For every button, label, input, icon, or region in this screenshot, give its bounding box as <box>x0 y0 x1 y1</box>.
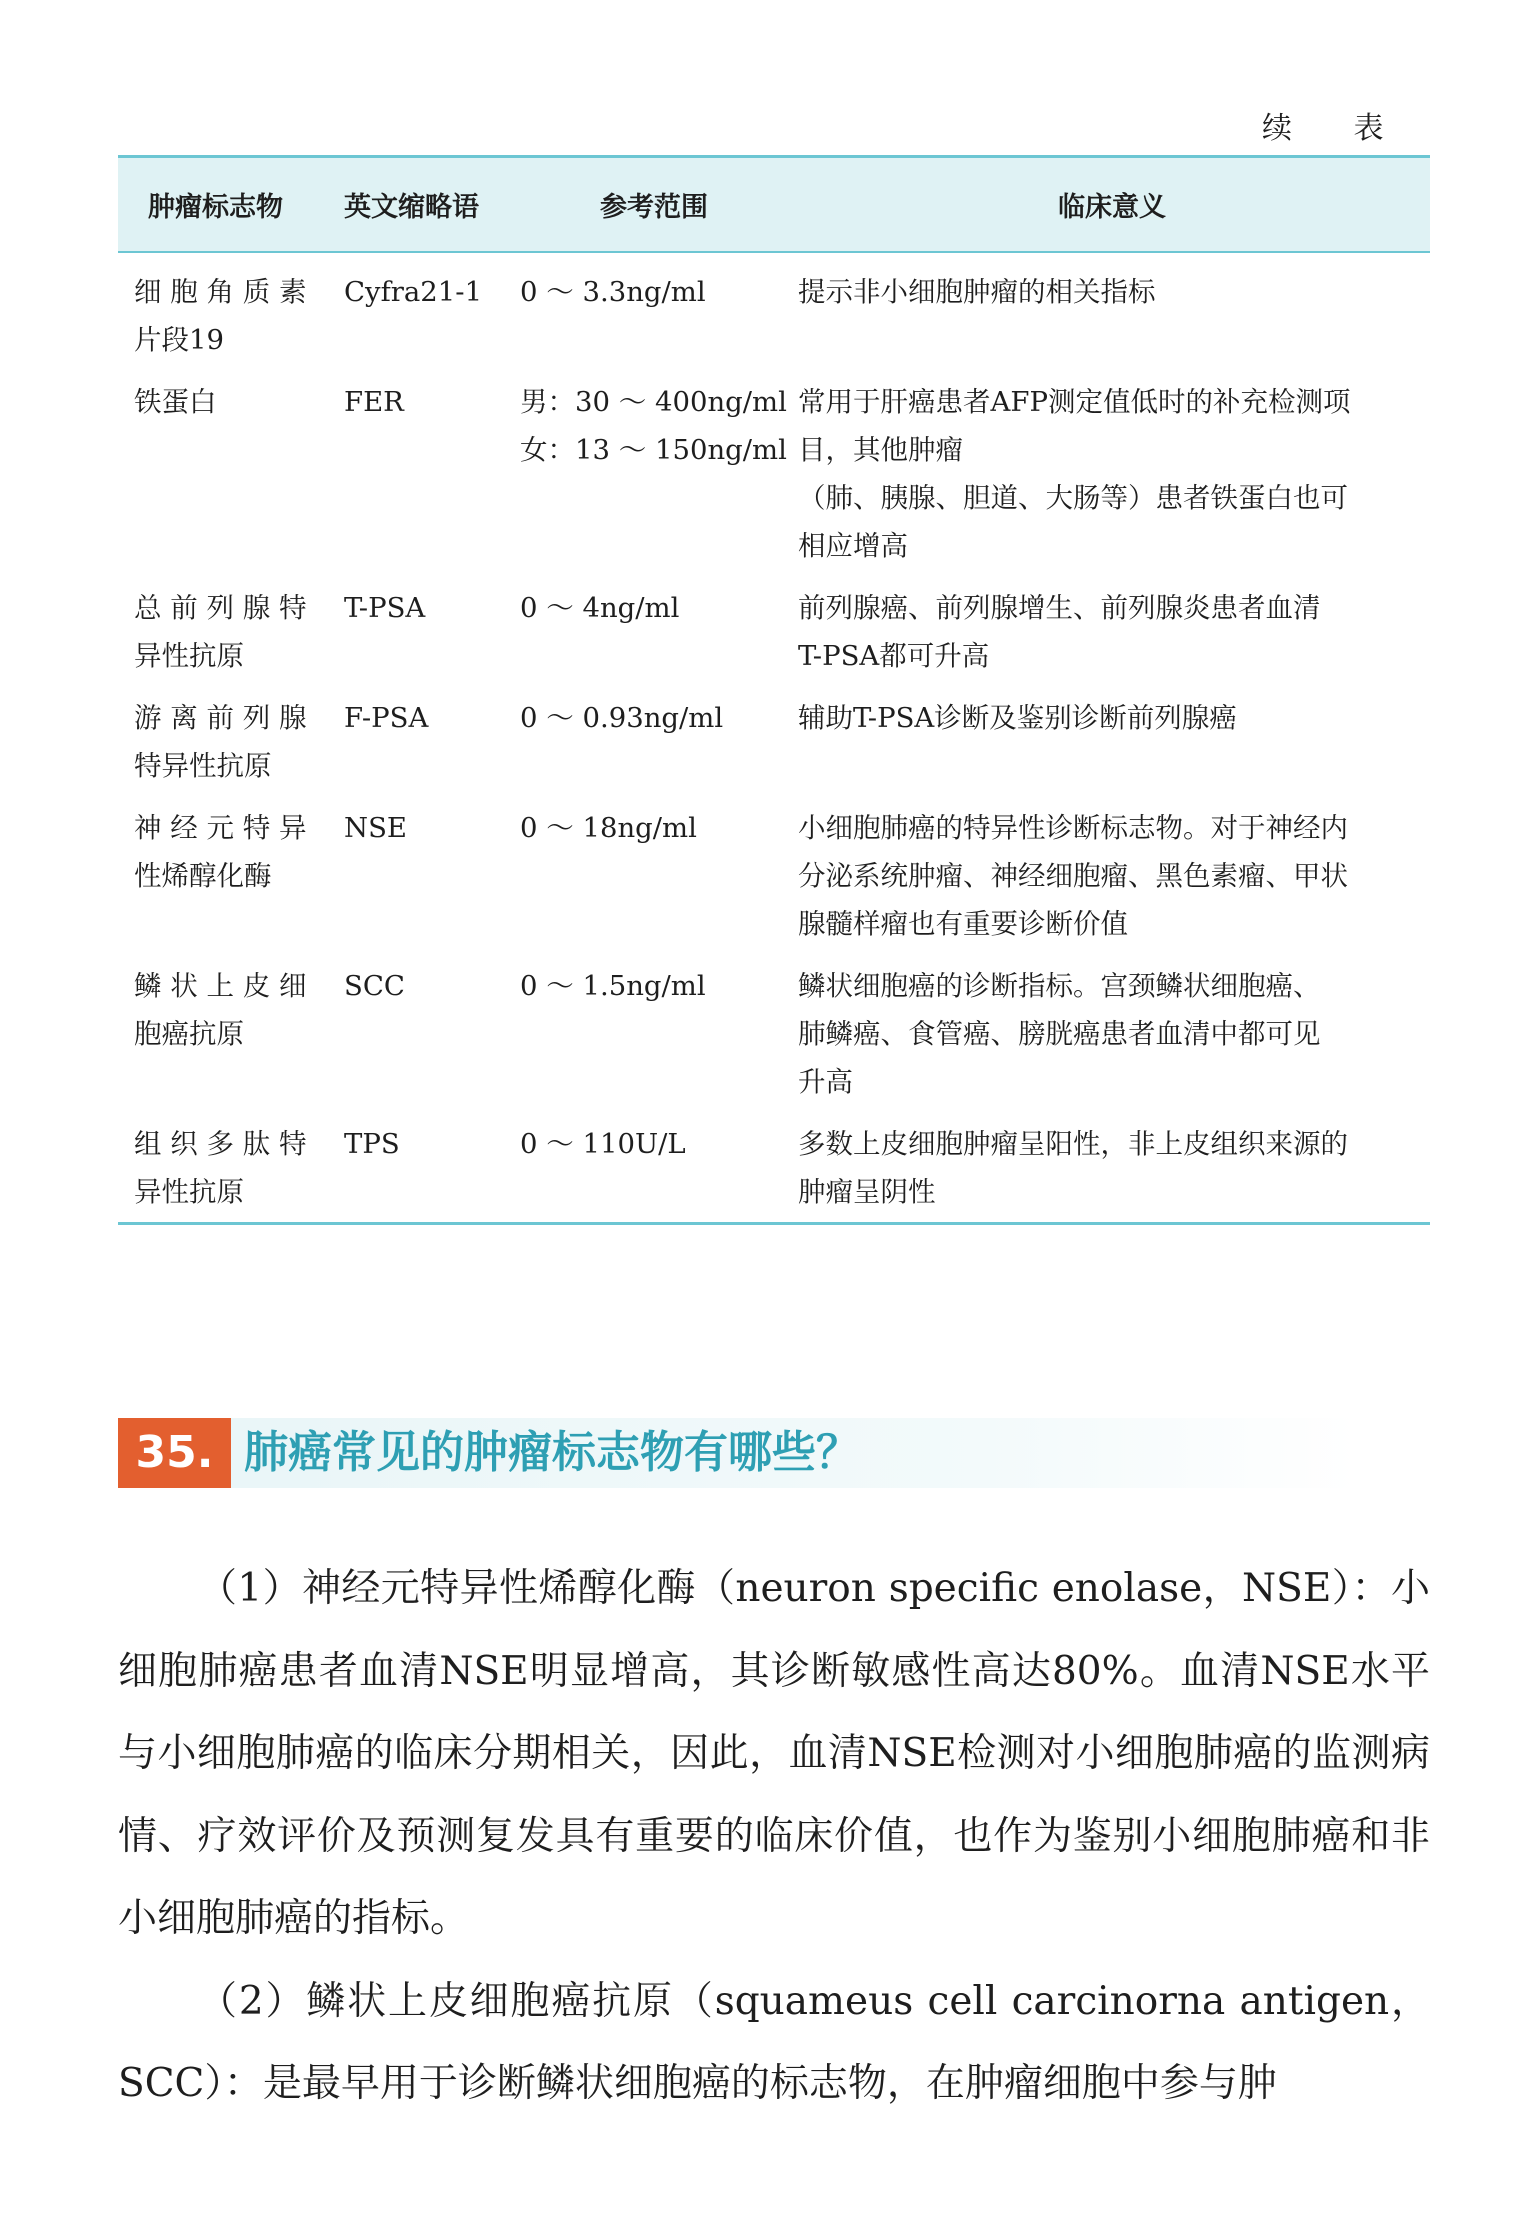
cell-abbreviation: TPS <box>344 1128 400 1160</box>
cell-abbreviation: Cyfra21-1 <box>344 276 483 308</box>
cell-line: 0 ～ 18ng/ml <box>520 812 697 844</box>
cell-reference-range <box>514 694 794 804</box>
cell-line: 胞癌抗原 <box>134 1018 244 1050</box>
cell-line: （肺、胰腺、胆道、大肠等）患者铁蛋白也可 <box>798 482 1348 514</box>
cell-marker <box>118 962 336 1120</box>
cell-abbreviation: SCC <box>344 970 405 1002</box>
section-number: 35. <box>118 1418 231 1488</box>
cell-line: 鳞 状 上 皮 细 <box>134 970 307 1002</box>
table-header-row <box>118 157 1430 253</box>
header-reference-range: 参考范围 <box>514 157 794 253</box>
table-row <box>118 804 1430 962</box>
cell-line: 相应增高 <box>798 530 908 562</box>
cell-abbreviation: NSE <box>344 812 407 844</box>
paragraph: （1）神经元特异性烯醇化酶（neuron specific enolase，NSE）：小细胞肺癌患者血清NSE明显增高，其诊断敏感性高达80%。血清NSE水平与小细胞肺癌的临床分期相关，因此，血清NSE检测对小细胞肺癌的监测病情、疗效评价及预测复发具有重要的临床价值，也作为鉴别小细胞肺癌和非小细胞肺癌的指标。 <box>118 1566 1430 1941</box>
cell-abbreviation: FER <box>344 386 404 418</box>
cell-clinical-significance <box>794 584 1430 694</box>
cell-line: 0 ～ 1.5ng/ml <box>520 970 706 1002</box>
cell-marker <box>118 252 336 378</box>
cell-line: 辅助T-PSA诊断及鉴别诊断前列腺癌 <box>798 702 1237 734</box>
cell-clinical-significance <box>794 1120 1430 1224</box>
cell-line: 游 离 前 列 腺 <box>134 702 307 734</box>
cell-line: 0 ～ 3.3ng/ml <box>520 276 706 308</box>
cell-marker <box>118 804 336 962</box>
cell-line: 升高 <box>798 1066 853 1098</box>
cell-line: 神 经 元 特 异 <box>134 812 307 844</box>
cell-reference-range <box>514 804 794 962</box>
cell-line: 特异性抗原 <box>134 750 272 782</box>
cell-abbreviation: T-PSA <box>344 592 426 624</box>
table-row <box>118 1120 1430 1224</box>
cell-line: 性烯醇化酶 <box>134 860 272 892</box>
cell-line: 提示非小细胞肿瘤的相关指标 <box>798 276 1156 308</box>
cell-line: 男：30 ～ 400ng/ml <box>520 386 787 418</box>
cell-line: 女：13 ～ 150ng/ml <box>520 434 787 466</box>
table <box>118 155 1430 1225</box>
header-marker: 肿瘤标志物 <box>118 157 336 253</box>
body-text <box>118 1548 1430 2126</box>
cell-reference-range <box>514 252 794 378</box>
cell-line: 目，其他肿瘤 <box>798 434 963 466</box>
tumor-marker-table <box>118 155 1430 1225</box>
cell-line: 铁蛋白 <box>134 386 217 418</box>
cell-abbreviation: F-PSA <box>344 702 429 734</box>
cell-clinical-significance <box>794 378 1430 584</box>
cell-line: 组 织 多 肽 特 <box>134 1128 307 1160</box>
section-title: 肺癌常见的肿瘤标志物有哪些？ <box>244 1427 860 1478</box>
table-row <box>118 252 1430 378</box>
cell-line: 前列腺癌、前列腺增生、前列腺炎患者血清 <box>798 592 1321 624</box>
cell-clinical-significance <box>794 694 1430 804</box>
cell-clinical-significance <box>794 252 1430 378</box>
cell-line: 0 ～ 0.93ng/ml <box>520 702 724 734</box>
cell-reference-range <box>514 378 794 584</box>
cell-reference-range <box>514 1120 794 1224</box>
cell-line: 鳞状细胞癌的诊断指标。宫颈鳞状细胞癌、 <box>798 970 1321 1002</box>
cell-line: 肺鳞癌、食管癌、膀胱癌患者血清中都可见 <box>798 1018 1321 1050</box>
table-row <box>118 378 1430 584</box>
cell-line: T-PSA都可升高 <box>798 640 990 672</box>
cell-line: 分泌系统肿瘤、神经细胞瘤、黑色素瘤、甲状 <box>798 860 1348 892</box>
cell-line: 多数上皮细胞肿瘤呈阳性，非上皮组织来源的 <box>798 1128 1348 1160</box>
table-row <box>118 962 1430 1120</box>
cell-reference-range <box>514 962 794 1120</box>
cell-line: 0 ～ 4ng/ml <box>520 592 680 624</box>
cell-marker <box>118 378 336 584</box>
cell-line: 片段19 <box>134 324 224 356</box>
header-abbreviation: 英文缩略语 <box>336 157 514 253</box>
cell-clinical-significance <box>794 962 1430 1120</box>
cell-line: 总 前 列 腺 特 <box>134 592 307 624</box>
table-continued-label: 续 表 <box>1262 111 1410 146</box>
section-heading <box>118 1418 1358 1488</box>
cell-line: 异性抗原 <box>134 640 244 672</box>
cell-marker <box>118 1120 336 1224</box>
cell-line: 小细胞肺癌的特异性诊断标志物。对于神经内 <box>798 812 1348 844</box>
cell-line: 肿瘤呈阴性 <box>798 1176 936 1208</box>
paragraph: （2）鳞状上皮细胞癌抗原（squameus cell carcinorna antigen，SCC）：是最早用于诊断鳞状细胞癌的标志物，在肿瘤细胞中参与肿 <box>118 1978 1430 2106</box>
table-row <box>118 584 1430 694</box>
cell-clinical-significance <box>794 804 1430 962</box>
cell-marker <box>118 584 336 694</box>
cell-reference-range <box>514 584 794 694</box>
table-row <box>118 694 1430 804</box>
cell-line: 常用于肝癌患者AFP测定值低时的补充检测项 <box>798 386 1351 418</box>
cell-line: 0 ～ 110U/L <box>520 1128 686 1160</box>
cell-line: 腺髓样瘤也有重要诊断价值 <box>798 908 1128 940</box>
header-clinical-significance: 临床意义 <box>794 157 1430 253</box>
cell-marker <box>118 694 336 804</box>
cell-line: 细 胞 角 质 素 <box>134 276 307 308</box>
cell-line: 异性抗原 <box>134 1176 244 1208</box>
